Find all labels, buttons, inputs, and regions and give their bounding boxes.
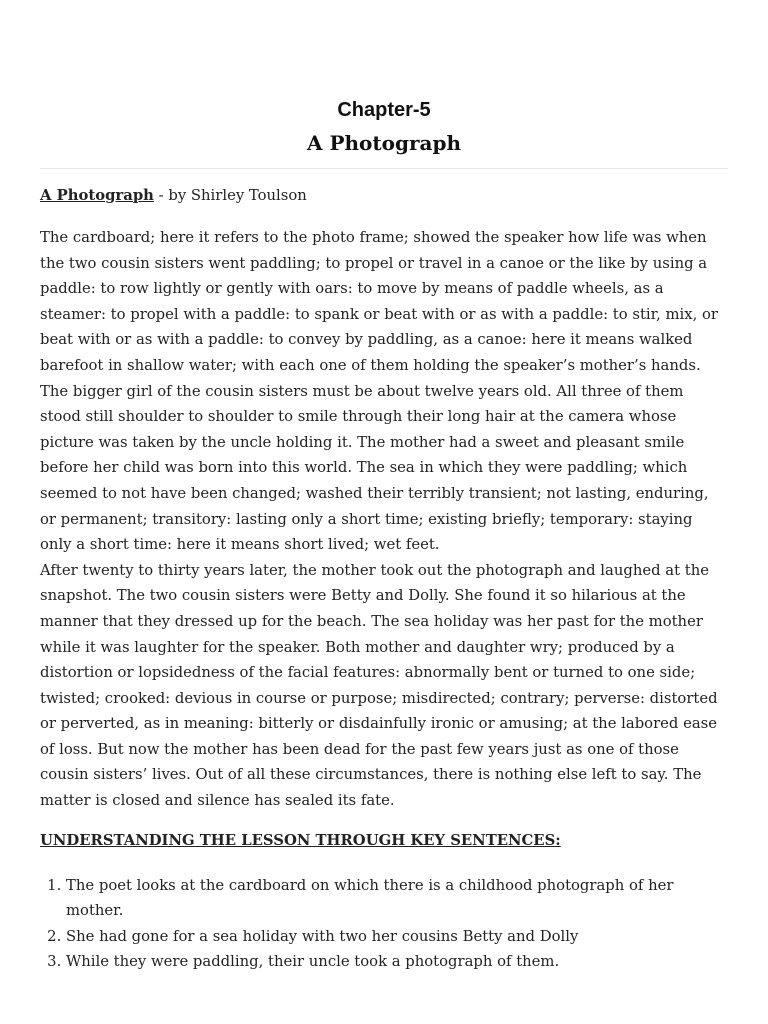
list-item: 1. The poet looks at the cardboard on which there is a childhood photograph of her mother. (66, 873, 728, 924)
list-item: 3. While they were paddling, their uncle took a photograph of them. (66, 949, 728, 975)
chapter-label: Chapter-5 (337, 99, 431, 121)
title-divider (40, 168, 728, 169)
summary-paragraph-2: After twenty to thirty years later, the mother took out the photograph and laughed at the snapshot. The two cousin sisters were Betty and Dolly. She found it so hilarious at the manner that they dressed up for the beach. The sea holiday was her past for the mother while it was laughter for the speaker. Both mother and daughter wry; produced by a distortion or lopsidedness of the facial features: abnormally bent or turned to one side; twisted; crooked: devious in course or purpose; misdirected; contrary; perverse: distorted or perverted, as in meaning: bitterly or disdainfully ironic or amusing; at the labored ease of loss. But now the mother has been dead for the past few years just as one of those cousin sisters’ lives. Out of all these circumstances, there is nothing else left to say. The matter is closed and silence has sealed its fate. (40, 561, 718, 810)
poem-title-link[interactable]: A Photograph (40, 187, 154, 204)
key-sentences-list (40, 873, 728, 975)
key-sentences-heading: UNDERSTANDING THE LESSON THROUGH KEY SENTENCES: (40, 831, 561, 849)
byline (40, 186, 728, 206)
document-page (40, 0, 728, 975)
summary-paragraph-1: The cardboard; here it refers to the photo frame; showed the speaker how life was when the two cousin sisters went paddling; to propel or travel in a canoe or the like by using a paddle: to row lightly or gently with oars: to move by means of paddle wheels, as a steamer: to propel with a paddle: to spank or beat with or as with a paddle: to stir, mix, or beat with or as with a paddle: to convey by paddling, as a canoe: here it means walked barefoot in shallow water; with each one of them holding the speaker’s mother’s hands. The bigger girl of the cousin sisters must be about twelve years old. All three of them stood still shoulder to shoulder to smile through their long hair at the camera whose picture was taken by the uncle holding it. The mother had a sweet and pleasant smile before her child was born into this world. The sea in which they were paddling; which seemed to not have been changed; washed their terribly transient; not lasting, enduring, or permanent; transitory: lasting only a short time; existing briefly; temporary: staying only a short time: here it means short lived; wet feet. (40, 229, 718, 554)
author-text: - by Shirley Toulson (153, 187, 307, 204)
list-item: 2. She had gone for a sea holiday with two her cousins Betty and Dolly (66, 924, 728, 950)
page-title: A Photograph (307, 131, 461, 155)
